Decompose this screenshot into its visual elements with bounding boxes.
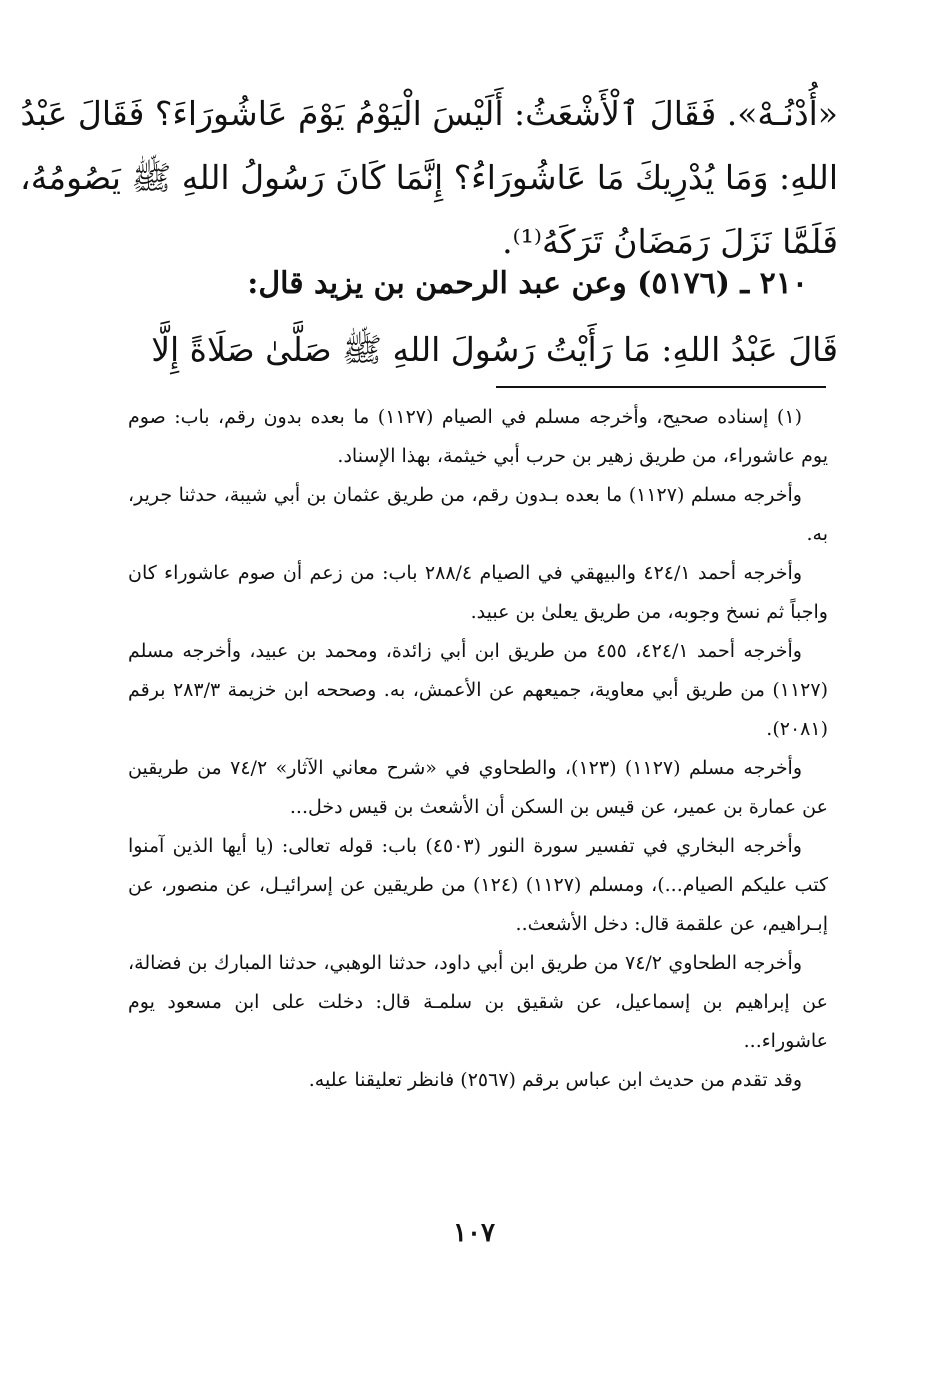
footnote-paragraph: وأخرجه مسلم (١١٢٧) ما بعده بـدون رقم، من طريق عثمان بن أبي شيبة، حدثنا جرير، به. — [128, 484, 828, 545]
page-number: ١٠٧ — [453, 1218, 495, 1248]
main-text-line-2: اللهِ: وَمَا يُدْرِيكَ مَا عَاشُورَاءُ؟ إِنَّمَا كَانَ رَسُولُ اللهِ ﷺ يَصُومُهُ، — [20, 158, 838, 197]
main-text-line-1: «أُدْنُـهْ». فَقَالَ ٱلْأَشْعَثُ: أَلَيْسَ الْيَوْمُ يَوْمَ عَاشُورَاءَ؟ فَقَالَ عَبْدُ — [20, 94, 838, 133]
hadith-heading: ٢١٠ ـ (٥١٧٦) وعن عبد الرحمن بن يزيد قال: — [247, 266, 808, 301]
footnote-paragraph: وأخرجه أحمد ٤٢٤/١، ٤٥٥ من طريق ابن أبي زائدة، ومحمد بن عبيد، وأخرجه مسلم (١١٢٧) من طريق أبي معاوية، جميعهم عن الأعمش، به. وصححه ابن خزيمة ٢٨٣/٣ برقم (٢٠٨١). — [128, 640, 828, 740]
footnote-paragraph: وقد تقدم من حديث ابن عباس برقم (٢٥٦٧) فانظر تعليقنا عليه. — [308, 1069, 802, 1091]
main-text-line-3: فَلَمَّا نَزَلَ رَمَضَانُ تَرَكَهُ⁽¹⁾. — [502, 222, 838, 261]
footnote-paragraph: وأخرجه الطحاوي ٧٤/٢ من طريق ابن أبي داود، حدثنا الوهبي، حدثنا المبارك بن فضالة، عن إبراهيم بن إسماعيل، عن شقيق بن سلمـة قال: دخلت على ابن مسعود يوم عاشوراء... — [128, 952, 828, 1052]
footnote-paragraph: (١) إسناده صحيح، وأخرجه مسلم في الصيام (١١٢٧) ما بعده بدون رقم، باب: صوم يوم عاشوراء، من طريق زهير بن حرب أبي خيثمة، بهذا الإسناد. — [128, 406, 828, 467]
footnote-paragraph: وأخرجه البخاري في تفسير سورة النور (٤٥٠٣) باب: قوله تعالى: (يا أيها الذين آمنوا كتب عليكم الصيام...)، ومسلم (١١٢٧) (١٢٤) من طريقين عن إسرائيـل، عن منصور، عن إبـراهيم، عن علقمة قال: دخل الأشعث.. — [128, 835, 828, 935]
footnote-paragraph: وأخرجه مسلم (١١٢٧) (١٢٣)، والطحاوي في «شرح معاني الآثار» ٧٤/٢ من طريقين عن عمارة بن عمير، عن قيس بن السكن أن الأشعث بن قيس دخل... — [128, 757, 828, 818]
footnote-paragraph: وأخرجه أحمد ٤٢٤/١ والبيهقي في الصيام ٢٨٨/٤ باب: من زعم أن صوم عاشوراء كان واجباً ثم نسخ وجوبه، من طريق يعلىٰ بن عبيد. — [128, 562, 828, 623]
footnote-separator — [496, 386, 826, 388]
hadith-text-line: قَالَ عَبْدُ اللهِ: مَا رَأَيْتُ رَسُولَ اللهِ ﷺ صَلَّىٰ صَلَاةً إِلَّا — [151, 330, 838, 369]
footnotes — [128, 398, 828, 1100]
main-text — [20, 82, 838, 274]
